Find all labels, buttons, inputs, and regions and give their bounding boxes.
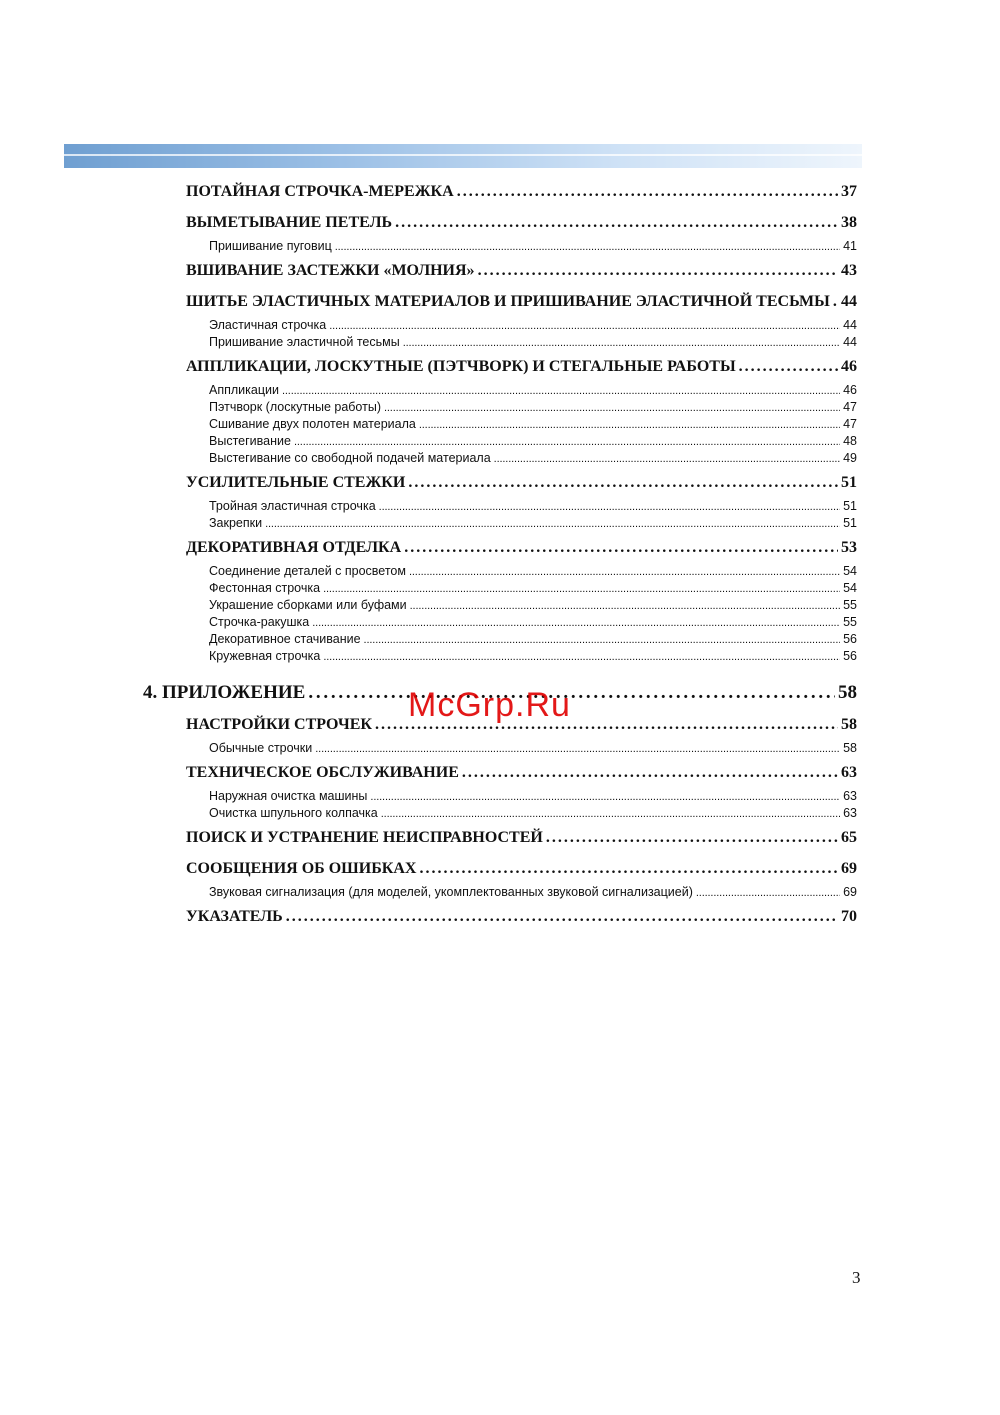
toc-entry-page: 48 [843, 434, 857, 448]
toc-entry-title: НАСТРОЙКИ СТРОЧЕК [186, 716, 373, 733]
toc-entry-main[interactable] [186, 902, 857, 933]
dot-leader [478, 262, 838, 280]
toc-entry-main[interactable] [186, 256, 857, 287]
toc-entry-page: 51 [843, 499, 857, 513]
dot-leader [457, 183, 838, 201]
dot-leader [404, 539, 838, 557]
toc-entry-title: Обычные строчки [209, 741, 313, 755]
dot-leader [419, 417, 840, 431]
toc-entry-sub[interactable] [209, 516, 857, 533]
toc-entry-sub[interactable] [209, 239, 857, 256]
toc-entry-sub[interactable] [209, 434, 857, 451]
toc-entry-title: Аппликации [209, 383, 279, 397]
toc-entry-title: Очистка шпульного колпачка [209, 806, 378, 820]
toc-entry-title: Пришивание пуговиц [209, 239, 332, 253]
toc-entry-title: ПОИСК И УСТРАНЕНИЕ НЕИСПРАВНОСТЕЙ [186, 829, 543, 846]
toc-entry-page: 63 [841, 764, 857, 781]
toc-entry-sub[interactable] [209, 741, 857, 758]
dot-leader [265, 516, 840, 530]
dot-leader [419, 860, 838, 878]
dot-leader [410, 598, 840, 612]
toc-entry-title: Украшение сборками или буфами [209, 598, 407, 612]
toc-entry-sub[interactable] [209, 598, 857, 615]
toc-entry-page: 44 [843, 318, 857, 332]
toc-entry-sub[interactable] [209, 615, 857, 632]
toc-entry-title: ШИТЬЕ ЭЛАСТИЧНЫХ МАТЕРИАЛОВ И ПРИШИВАНИЕ ЭЛАСТИЧНОЙ ТЕСЬМЫ [186, 293, 830, 310]
dot-leader [323, 581, 840, 595]
toc-entry-page: 49 [843, 451, 857, 465]
toc-entry-page: 63 [843, 806, 857, 820]
toc-entry-page: 56 [843, 649, 857, 663]
toc-entry-page: 51 [843, 516, 857, 530]
toc-entry-title: 4. ПРИЛОЖЕНИЕ [143, 682, 306, 703]
toc-entry-title: Кружевная строчка [209, 649, 321, 663]
toc-entry-title: АППЛИКАЦИИ, ЛОСКУТНЫЕ (ПЭТЧВОРК) И СТЕГАЛЬНЫЕ РАБОТЫ [186, 358, 736, 375]
toc-entry-title: СООБЩЕНИЯ ОБ ОШИБКАХ [186, 860, 417, 877]
dot-leader [833, 293, 838, 311]
toc-entry-title: Выстегивание со свободной подачей материала [209, 451, 491, 465]
toc-entry-page: 47 [843, 400, 857, 414]
toc-entry-title: Декоративное стачивание [209, 632, 361, 646]
toc-entry-page: 46 [841, 358, 857, 375]
toc-entry-title: Сшивание двух полотен материала [209, 417, 416, 431]
toc-entry-title: Строчка-ракушка [209, 615, 310, 629]
toc-entry-sub[interactable] [209, 451, 857, 468]
dot-leader [370, 789, 840, 803]
toc-entry-title: Пэтчворк (лоскутные работы) [209, 400, 381, 414]
toc-entry-page: 46 [843, 383, 857, 397]
toc-entry-sub[interactable] [209, 417, 857, 434]
toc-entry-page: 56 [843, 632, 857, 646]
toc-entry-page: 58 [841, 716, 857, 733]
dot-leader [282, 383, 840, 397]
toc-entry-main[interactable] [186, 854, 857, 885]
toc-entry-title: Выстегивание [209, 434, 291, 448]
toc-entry-page: 69 [841, 860, 857, 877]
table-of-contents [0, 183, 1000, 933]
toc-entry-title: ПОТАЙНАЯ СТРОЧКА-МЕРЕЖКА [186, 183, 454, 200]
toc-entry-title: Тройная эластичная строчка [209, 499, 376, 513]
dot-leader [403, 335, 840, 349]
toc-entry-page: 65 [841, 829, 857, 846]
toc-entry-title: ТЕХНИЧЕСКОЕ ОБСЛУЖИВАНИЕ [186, 764, 459, 781]
dot-leader [312, 615, 840, 629]
toc-entry-main[interactable] [186, 533, 857, 564]
dot-leader [462, 764, 838, 782]
dot-leader [739, 358, 838, 376]
toc-entry-page: 63 [843, 789, 857, 803]
toc-entry-main[interactable] [186, 208, 857, 239]
toc-entry-page: 58 [838, 682, 857, 703]
dot-leader [546, 829, 838, 847]
dot-leader [494, 451, 840, 465]
toc-entry-title: ДЕКОРАТИВНАЯ ОТДЕЛКА [186, 539, 402, 556]
toc-entry-page: 44 [841, 293, 857, 310]
toc-entry-sub[interactable] [209, 499, 857, 516]
toc-entry-sub[interactable] [209, 335, 857, 352]
dot-leader [381, 806, 840, 820]
toc-entry-page: 43 [841, 262, 857, 279]
toc-entry-title: ВШИВАНИЕ ЗАСТЕЖКИ «МОЛНИЯ» [186, 262, 475, 279]
toc-entry-page: 41 [843, 239, 857, 253]
toc-entry-title: Закрепки [209, 516, 263, 530]
dot-leader [329, 318, 840, 332]
toc-entry-title: Соединение деталей с просветом [209, 564, 406, 578]
toc-entry-title: Фестонная строчка [209, 581, 321, 595]
dot-leader [384, 400, 840, 414]
toc-entry-sub[interactable] [209, 806, 857, 823]
dot-leader [294, 434, 840, 448]
toc-entry-main[interactable] [186, 823, 857, 854]
toc-entry-page: 55 [843, 615, 857, 629]
toc-entry-sub[interactable] [209, 400, 857, 417]
toc-entry-page: 51 [841, 474, 857, 491]
dot-leader [696, 885, 840, 899]
toc-entry-page: 38 [841, 214, 857, 231]
toc-entry-main[interactable] [186, 758, 857, 789]
dot-leader [286, 908, 838, 926]
toc-entry-main[interactable] [186, 468, 857, 499]
toc-entry-main[interactable] [186, 352, 857, 383]
toc-entry-page: 47 [843, 417, 857, 431]
dot-leader [408, 474, 838, 492]
toc-entry-page: 55 [843, 598, 857, 612]
dot-leader [379, 499, 840, 513]
toc-entry-page: 70 [841, 908, 857, 925]
toc-entry-sub[interactable] [209, 885, 857, 902]
toc-entry-page: 37 [841, 183, 857, 200]
dot-leader [315, 741, 840, 755]
toc-entry-page: 58 [843, 741, 857, 755]
dot-leader [323, 649, 840, 663]
toc-entry-sub[interactable] [209, 649, 857, 666]
toc-entry-title: Эластичная строчка [209, 318, 327, 332]
toc-entry-sub[interactable] [209, 383, 857, 400]
toc-entry-title: Наружная очистка машины [209, 789, 368, 803]
toc-entry-title: Пришивание эластичной тесьмы [209, 335, 400, 349]
dot-leader [308, 682, 835, 704]
dot-leader [335, 239, 840, 253]
dot-leader [364, 632, 841, 646]
toc-entry-sub[interactable] [209, 581, 857, 598]
toc-entry-title: УСИЛИТЕЛЬНЫЕ СТЕЖКИ [186, 474, 406, 491]
toc-entry-sub[interactable] [209, 318, 857, 335]
toc-entry-page: 54 [843, 564, 857, 578]
toc-entry-page: 69 [843, 885, 857, 899]
dot-leader [409, 564, 840, 578]
toc-entry-page: 44 [843, 335, 857, 349]
toc-entry-page: 54 [843, 581, 857, 595]
toc-entry-page: 53 [841, 539, 857, 556]
toc-entry-title: УКАЗАТЕЛЬ [186, 908, 283, 925]
toc-entry-sub[interactable] [209, 632, 857, 649]
watermark: McGrp.Ru [408, 686, 571, 724]
toc-entry-title: Звуковая сигнализация (для моделей, укомплектованных звуковой сигнализацией) [209, 885, 693, 899]
header-band [64, 144, 862, 168]
toc-entry-title: ВЫМЕТЫВАНИЕ ПЕТЕЛЬ [186, 214, 393, 231]
toc-entry-sub[interactable] [209, 564, 857, 581]
toc-entry-sub[interactable] [209, 789, 857, 806]
toc-entry-main[interactable] [186, 287, 857, 318]
page-number: 3 [852, 1268, 861, 1287]
dot-leader [395, 214, 838, 232]
toc-entry-main[interactable] [186, 183, 857, 208]
